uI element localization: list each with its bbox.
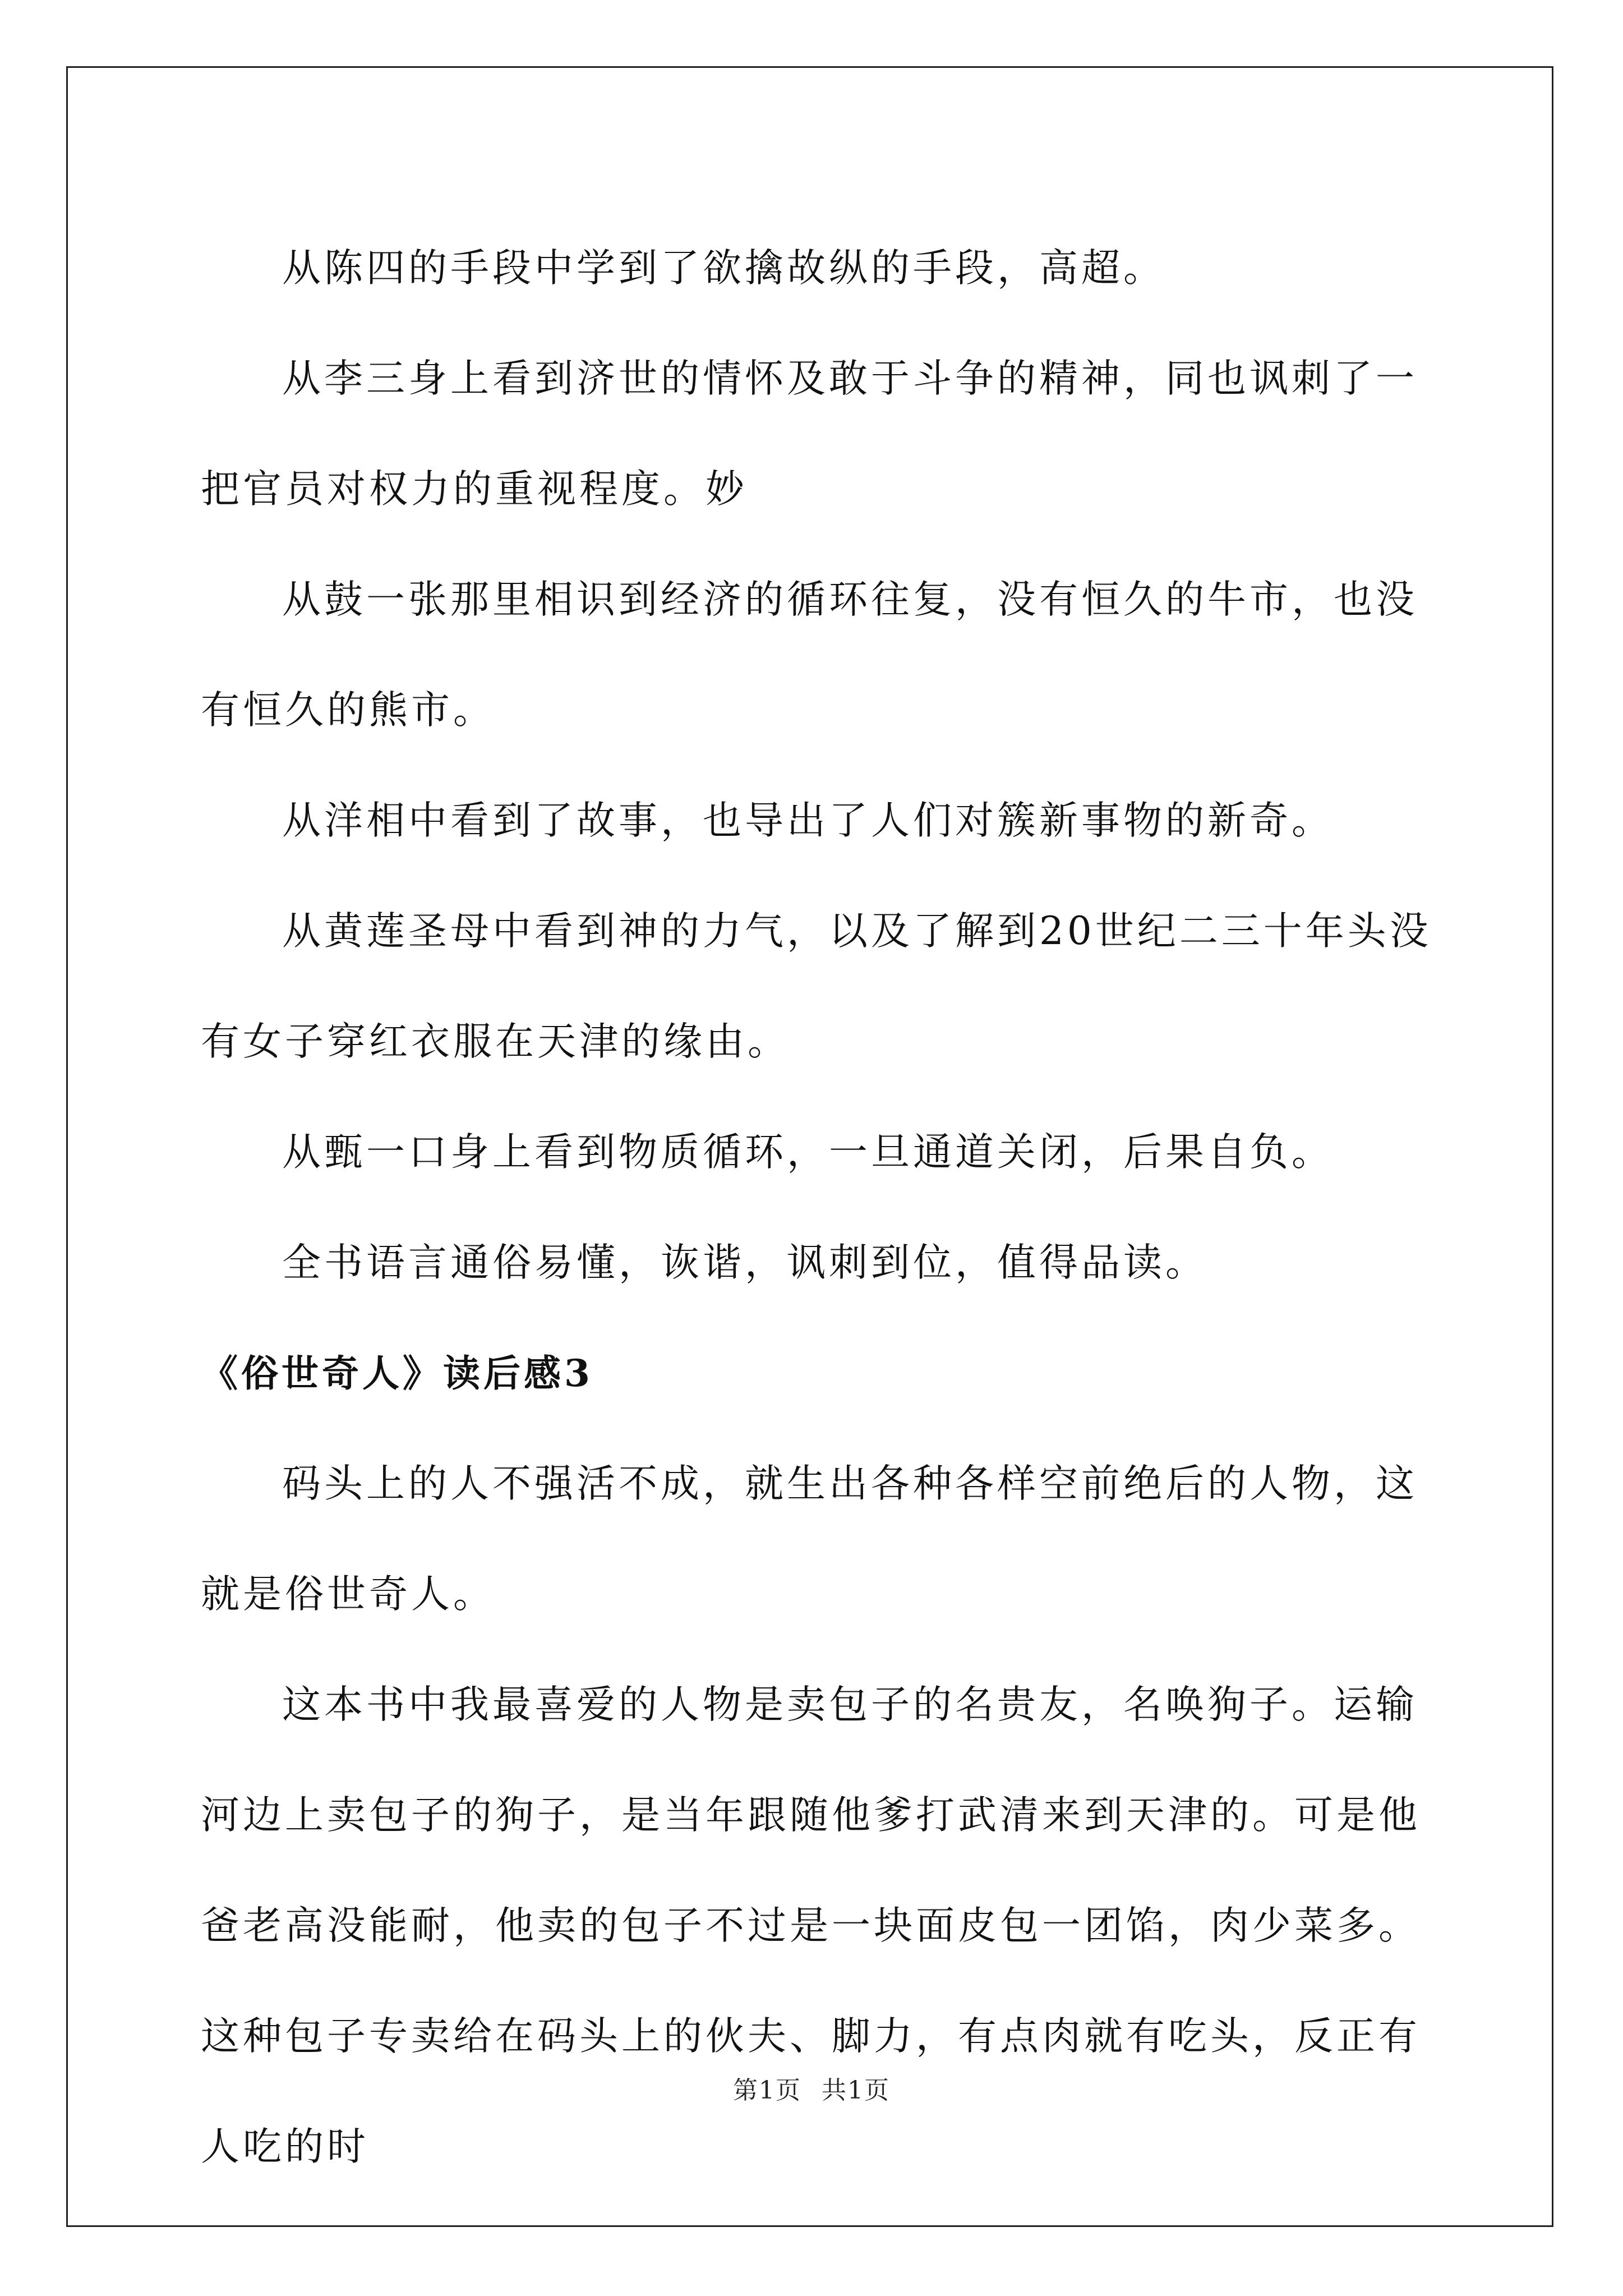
paragraph: 码头上的人不强活不成，就生出各种各样空前绝后的人物，这就是俗世奇人。: [201, 1461, 1418, 1617]
paragraph: 这本书中我最喜爱的人物是卖包子的名贵友，名唤狗子。运输河边上卖包子的狗子，是当年跟随他爹打武清来到天津的。可是他爸老高没能耐，他卖的包子不过是一块面皮包一团馅，肉少菜多。这种包子专卖给在码头上的伙夫、脚力，有点肉就有吃头，反正有人吃的时: [201, 1682, 1421, 2169]
paragraph: 从鼓一张那里相识到经济的循环往复，没有恒久的牛市，也没有恒久的熊市。: [201, 577, 1418, 733]
page-number: 第1页: [733, 2076, 801, 2105]
page-total: 共1页: [822, 2076, 890, 2105]
paragraph: 从陈四的手段中学到了欲擒故纵的手段，高超。: [282, 246, 1165, 291]
document-body: [201, 213, 1435, 2202]
section-heading: 《俗世奇人》读后感3: [201, 1351, 593, 1395]
paragraph: 从甄一口身上看到物质循环，一旦通道关闭，后果自负。: [282, 1130, 1334, 1175]
paragraph: 从李三身上看到济世的情怀及敢于斗争的精神，同也讽刺了一把官员对权力的重视程度。妙: [201, 356, 1418, 512]
paragraph: 全书语言通俗易懂，诙谐，讽刺到位，值得品读。: [282, 1240, 1207, 1285]
page-footer: [0, 2070, 1623, 2106]
paragraph: 从洋相中看到了故事，也导出了人们对簇新事物的新奇。: [282, 798, 1334, 843]
paragraph: 从黄莲圣母中看到神的力气，以及了解到20世纪二三十年头没有女子穿红衣服在天津的缘由。: [201, 909, 1432, 1064]
